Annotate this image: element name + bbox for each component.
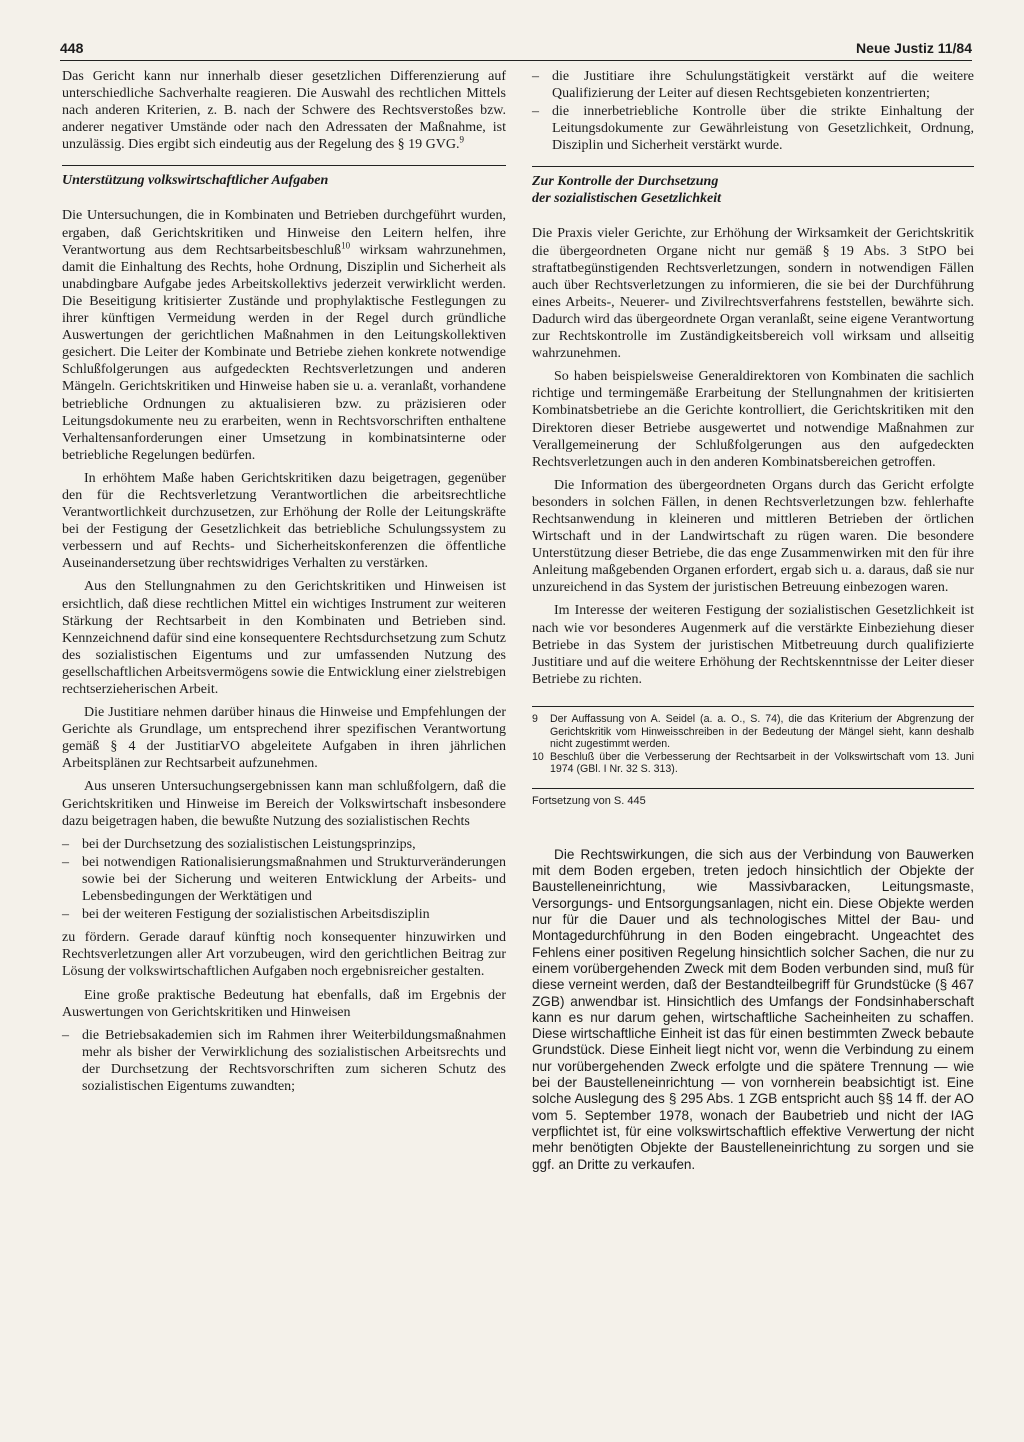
list-item: – bei der weiteren Festigung der sozialistischen Arbeitsdisziplin (62, 907, 430, 923)
header-rule (60, 60, 972, 61)
footnote-ref[interactable]: 9 (459, 134, 465, 145)
paragraph: Im Interesse der weiteren Festigung der sozialistischen Gesetzlichkeit ist nach wie vor besonderes Augenmerk auf die verstärkte Einbeziehung dieser Betriebe in das System der juristischen Mitbetreuung durch qualifizierte Justitiare und auf die weitere Erhöhung der Rechtskenntnisse der Leiter dieser Betriebe zu richten. (532, 603, 974, 687)
paragraph: Die Praxis vieler Gerichte, zur Erhöhung der Wirksamkeit der Gerichtskritik die übergeordneten Organe nicht nur gemäß § 19 Abs. 3 StPO bei straftatbegünstigenden Rechtsverletzungen, sondern in notwendigen Fällen auch über Rechtsverletzungen zu informieren, die sie bei der Durchführung eines Arbeits-, Neuerer- und Zivilrechtsverfahrens feststellen, bewährte sich. Dadurch wird das übergeordnete Organ veranlaßt, seine eigene Verantwortung zur Rechtskontrolle im Zuständigkeitsbereich voll wirksam und allseitig wahrzunehmen. (532, 226, 974, 362)
bullet-list (62, 1027, 506, 1095)
list-item: – die Justitiare ihre Schulungstätigkeit verstärkt auf die weitere Qualifizierung der Leiter auf diesen Rechtsgebieten konzentrierten; (532, 69, 974, 102)
section-heading: Zur Kontrolle der Durchsetzung der sozialistischen Gesetzlichkeit (532, 174, 721, 207)
list-item: – die innerbetriebliche Kontrolle über die strikte Einhaltung der Leitungsdokumente zur Gewährleistung von Gesetzlichkeit, Ordnung, Disziplin und Sicherheit verstärkt wurde. (532, 104, 974, 154)
list-item: – bei der Durchsetzung des sozialistischen Leistungsprinzips, (62, 836, 416, 852)
bullet-list (532, 68, 974, 154)
continuation-rule (532, 788, 974, 789)
journal-issue: Neue Justiz 11/84 (856, 40, 972, 56)
page-header (60, 40, 972, 62)
footnote: 10 Beschluß über die Verbesserung der Rechtsarbeit in der Volkswirtschaft vom 13. Juni 1974 (GBl. I Nr. 32 S. 313). (532, 750, 974, 776)
continuation-paragraph: Die Rechtswirkungen, die sich aus der Verbindung von Bauwerken mit dem Boden ergeben, treten jedoch hinsichtlich der Objekte der Baustelleneinrichtung, wie Massivbaracken, Leitungsmaste, Versorgungs- und Entsorgungsanlagen, nicht ein. Diese Objekte werden nur für die Dauer und als technologisches Mittel der Bau- und Montagedurchführung in den Boden eingebracht. Ungeachtet des Fehlens einer positiven Regelung hinsichtlich solcher Sachen, die nur zu einem vorübergehenden Zweck mit dem Boden verbunden sind, muß für diese verneint werden, daß der Bestandteilbegriff für Grundstücke (§ 467 ZGB) anwendbar ist. Hinsichtlich des Umfangs der Fondsinhaberschaft kann es nur darum gehen, wirtschaftliche Sacheinheiten zu schaffen. Diese wirtschaftliche Einheit ist das für einen bestimmten Zweck bebaute Grundstück. Diese Einheit liegt nicht vor, wenn die Verbindung zu einem nur vorübergehenden Zweck erfolgte und die spätere Trennung — wie bei der Baustelleneinrichtung — von vornherein beabsichtigt ist. Eine solche Auslegung des § 295 Abs. 1 ZGB entspricht auch §§ 14 ff. der AO vom 5. September 1978, wonach der Baubetrieb und nicht der IAG verpflichtet ist, für eine volkswirtschaftlich effektive Verwertung der nicht mehr benötigten Objekte der Baustelleneinrichtung zu sorgen und sie ggf. an Dritte zu verkaufen. (532, 846, 974, 1172)
footnote-ref[interactable]: 10 (341, 240, 351, 250)
paragraph: Aus den Stellungnahmen zu den Gerichtskritiken und Hinweisen ist ersichtlich, daß diese rechtlichen Mittel ein wichtiges Instrument zur weiteren Stärkung der Rechtsarbeit in den Kombinaten und Betrieben sind. Kennzeichnend dafür sind eine konsequentere Rechtsdurchsetzung zum Schutz des sozialistischen Eigentums und zur umfassenden Nutzung des gesellschaftlichen Arbeitsvermögens sowie die Entwicklung einer zielstrebigen rechtserzieherischen Arbeit. (62, 579, 506, 697)
right-column (532, 68, 974, 1179)
section-rule (532, 166, 974, 167)
section-rule (62, 165, 506, 166)
paragraph: Aus unseren Untersuchungsergebnissen kann man schlußfolgern, daß die Gerichtskritiken und Hinweise im Bereich der Volkswirtschaft insbesondere dazu beigetragen haben, die bewußte Nutzung des sozialistischen Rechts (62, 779, 506, 829)
intro-paragraph: Das Gericht kann nur innerhalb dieser gesetzlichen Differenzierung auf unterschiedliche Sachverhalte reagieren. Die Auswahl des rechtlichen Mittels nach anderen Kriterien, z. B. nach der Schwere des Rechtsverstoßes bzw. anderer negativer Umstände oder nach den Adressaten der Maßnahme, ist unzulässig. Dies ergibt sich eindeutig aus der Regelung des § 19 GVG.$^9$ (62, 69, 506, 153)
list-item: – die Betriebsakademien sich im Rahmen ihrer Weiterbildungsmaßnahmen mehr als bisher der Verwirklichung des sozialistischen Arbeitsrechts und der Durchsetzung der Rechtsvorschriften zum sicheren Schutz des sozialistischen Eigentums zuwandten; (62, 1027, 506, 1094)
paragraph: Die Information des übergeordneten Organs durch das Gericht erfolgte besonders in solchen Fällen, in denen Rechtsverletzungen bzw. fehlerhafte Rechtsanwendung in kleineren und mittleren Betrieben der örtlichen Wirtschaft und in der Landwirtschaft zu rügen waren. Die besondere Unterstützung dieser Betriebe, die das enge Zusammenwirken mit den für ihre Anleitung maßgebenden Organen erfordert, ergab sich u. a. daraus, daß sie nur unzureichend in das System der juristischen Betreuung einbezogen waren. (532, 477, 974, 596)
list-item: – bei notwendigen Rationalisierungsmaßnahmen und Strukturveränderungen sowie bei der Sicherung und weiteren Entwicklung der Arbeits- und Lebensbedingungen der Werktätigen und (62, 854, 506, 905)
paragraph: So haben beispielsweise Generaldirektoren von Kombinaten die sachlich richtige und termingemäße Erarbeitung der Stellungnahmen der kritisierten Kombinatsbetriebe an die Gerichte kontrolliert, die Gerichtskritiken mit den Direktoren dieser Betriebe ausgewertet und notwendige Maßnahmen zur Verallgemeinerung der Schlußfolgerungen aus den aufgedeckten Rechtsverletzungen auch in den anderen Kombinatsbereichen getroffen. (532, 369, 974, 470)
paragraph: zu fördern. Gerade darauf künftig noch konsequenter hinzuwirken und Rechtsverletzungen aller Art vorzubeugen, wird den gerichtlichen Beitrag zur Lösung der volkswirtschaftlichen Aufgaben noch ergebnisreicher gestalten. (62, 930, 506, 980)
footnote-rule (532, 706, 974, 707)
paragraph: In erhöhtem Maße haben Gerichtskritiken dazu beigetragen, gegenüber den für die Rechtsverletzung Verantwortlichen die arbeitsrechtliche Verantwortlichkeit durchzusetzen, zur Erhöhung der Rolle der Leitungskräfte bei der Festigung der Gesetzlichkeit das betriebliche Schulungssystem zu verbessern und auf Rechts- und Sicherheitskonferenzen die öffentliche Auseinandersetzung über rechtswidriges Verhalten zu verstärken. (62, 470, 506, 572)
paragraph: Eine große praktische Bedeutung hat ebenfalls, daß im Ergebnis der Auswertungen von Gerichtskritiken und Hinweisen (62, 987, 506, 1020)
page-number: 448 (60, 40, 84, 56)
paragraph: Die Untersuchungen, die in Kombinaten und Betrieben durchgeführt wurden, ergaben, daß Gerichtskritiken und Hinweise den Leitern helfen, ihre Verantwortung aus dem Rechtsarbeitsbeschluß$^{10}$ wirksam wahrzunehmen, damit die Einhaltung des Rechts, hohe Ordnung, Disziplin und Sicherheit als unabdingbare Aufgabe jedes Arbeitskollektivs jederzeit verwirklicht werden. Die Beseitigung kritisierter Zustände und prophylaktische Festlegungen zu ihrer künftigen Vermeidung werden in der Regel durch gründliche Auswertungen der gerichtlichen Maßnahmen in den Leitungskollektiven gesichert. Die Leiter der Kombinate und Betriebe ziehen konkrete notwendige Schlußfolgerungen aus aufgedeckten Rechtsverletzungen und anderen Mängeln. Gerichtskritiken und Hinweise haben sie u. a. veranlaßt, vorhandene betriebliche Ordnungen zu aktualisieren bzw. zu präzisieren oder Leitungsdokumente neu zu erarbeiten, wenn in Rechtsvorschriften enthaltene Verhaltensanforderungen einer Umsetzung in kombinatsinterne oder betriebliche Regelungen bedürfen. (62, 208, 507, 463)
continuation-label: Fortsetzung von S. 445 (532, 794, 646, 807)
bullet-list (62, 836, 506, 923)
section-heading: Unterstützung volkswirtschaftlicher Aufgaben (62, 173, 329, 189)
footnote: 9 Der Auffassung von A. Seidel (a. a. O., S. 74), die das Kriterium der Abgrenzung der Gerichtskritik vom Hinweisschreiben in der Bedeutung der Mängel sieht, kann deshalb nicht zugestimmt werden. (532, 712, 974, 751)
paragraph: Die Justitiare nehmen darüber hinaus die Hinweise und Empfehlungen der Gerichte als Grundlage, um entsprechend ihrer spezifischen Verantwortung gemäß § 4 der JustitiarVO abgeleitete Aufgaben in ihren jährlichen Arbeitsplänen zur Rechtsarbeit aufzunehmen. (62, 705, 506, 772)
left-column (62, 68, 506, 1101)
